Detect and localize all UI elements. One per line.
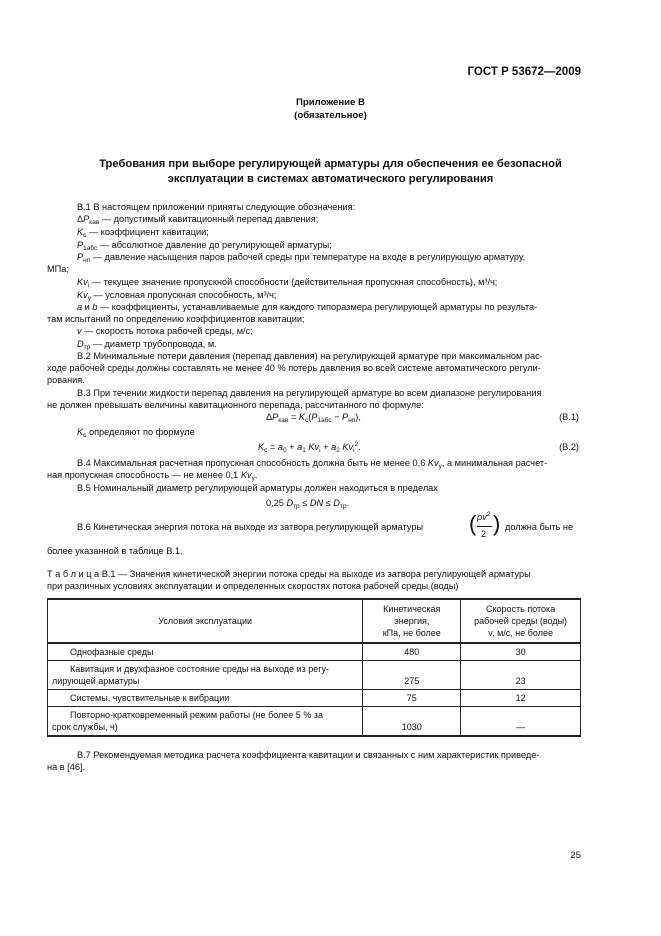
def-text-cont: МПа; — [47, 264, 69, 274]
kinetic-energy-formula: ( $\rho v^2$ 2 ) — [469, 511, 501, 539]
def-text: — диаметр трубопровода, м. — [92, 339, 217, 349]
energy-cell: 75 — [363, 690, 461, 707]
speed-cell: 30 — [461, 643, 581, 661]
p4-text: В.4 Максимальная расчетная пропускная способность должна быть не менее 0,6 — [77, 458, 426, 468]
def-row: v — скорость потока рабочей среды, м/с; — [77, 326, 253, 336]
def-text-cont: там испытаний по определению коэффициентов кавитации; — [47, 314, 305, 324]
table-caption-2: при различных условиях эксплуатации и определенных скоростях потока рабочей среды (воды) — [47, 581, 459, 591]
equation-3: 0,25 $D_{тр}$ ≤ DN ≤ $D_{тр}$. — [266, 498, 350, 510]
p4-line-2: ная пропускная способность — не менее 0,1 $Kv_y$. — [47, 470, 258, 482]
condition-cell: Системы, чувствительные к вибрации — [48, 690, 363, 707]
condition-cell — [48, 661, 363, 690]
column-header-energy — [363, 599, 461, 643]
col2-line-a: Кинетическая энергия, — [383, 604, 441, 626]
column-header-conditions: Условия эксплуатации — [48, 599, 363, 643]
p5-line-1: В.5 Номинальный диаметр регулирующей арматуры должен находиться в пределах — [77, 483, 438, 493]
appendix-title: Приложение В — [296, 97, 365, 108]
p2-line-2: ходе рабочей среды должны составлять не менее 40 % потерь давления во всей системе автоматического регули- — [47, 363, 541, 373]
condition-line-1: Повторно-кратковременный режим работы (не более 5 % за — [70, 710, 323, 720]
condition-line-2: срок службы, ч) — [52, 722, 118, 732]
col3-line-c: v, м/с, не более — [488, 628, 553, 638]
speed-cell: 23 — [461, 661, 581, 690]
heading-line-2: эксплуатации в системах автоматического регулирования — [167, 173, 494, 185]
p2-line-1: В.2 Минимальные потери давления (перепад давления) на регулирующей арматуре при максимальном рас- — [77, 351, 543, 361]
speed-cell: — — [461, 707, 581, 737]
def-row: $K_c$ — коэффициент кавитации; — [77, 227, 209, 239]
p7-line-1: В.7 Рекомендуемая методика расчета коэффициента кавитации и связанных с ним характеристик приведе- — [77, 750, 540, 760]
def-text: — коэффициент кавитации; — [88, 227, 209, 237]
def-row: $\Delta P_{кав}$ — допустимый кавитационный перепад давления; — [77, 214, 319, 226]
table-row — [48, 661, 581, 690]
condition-line-1: Кавитация и двухфазное состояние среды на выходе из регу- — [70, 664, 329, 674]
equation-2-number: (В.2) — [559, 442, 579, 452]
def-row: $P_{1абс}$ — абсолютное давление до регулирующей арматуры; — [77, 240, 332, 252]
condition-cell: Однофазные среды — [48, 643, 363, 661]
defs-intro: В.1 В настоящем приложении приняты следующие обозначения: — [77, 202, 356, 212]
def-row: a и b — коэффициенты, устанавливаемые для каждого типоразмера регулирующей арматуры по результа- — [77, 302, 538, 312]
equation-2: $K_c = a_0 + a_1$ $Kv_i + a_2$ $Kv_i^2$. — [258, 441, 361, 454]
energy-cell: 480 — [363, 643, 461, 661]
energy-cell: 1030 — [363, 707, 461, 737]
def-text: — давление насыщения паров рабочей среды при температуре на входе в регулирующую арматуру, — [92, 252, 526, 262]
def-text: — текущее значение пропускной способности (действительная пропускная способность), м³/ч; — [91, 277, 498, 287]
condition-cell — [48, 707, 363, 737]
col3-line-a: Скорость потока — [485, 604, 556, 614]
p4-text-b: , а минимальная расчет- — [441, 458, 548, 468]
energy-cell: 275 — [363, 661, 461, 690]
heading-line-1: Требования при выборе регулирующей арматуры для обеспечения ее безопасной — [99, 158, 562, 170]
def-row: $P_{нп}$ — давление насыщения паров рабочей среды при температуре на входе в регулирующую арматуру, — [77, 252, 526, 264]
kc-line: $K_c$ определяют по формуле — [77, 427, 195, 439]
kinetic-energy-table — [47, 598, 581, 737]
def-text: — условная пропускная способность, м³/ч; — [93, 290, 277, 300]
table-row — [48, 690, 581, 707]
table-row — [48, 643, 581, 661]
equation-1: $\Delta P_{кав} = K_c(P_{1абс} - P_{нп})$, — [266, 412, 361, 424]
condition-line-2: лирующей арматуры — [52, 676, 140, 686]
col3-line-b: рабочей среды (воды) — [474, 616, 568, 626]
def-row: $Kv_i$ — текущее значение пропускной способности (действительная пропускная способность), м³/ч; — [77, 277, 498, 289]
speed-cell: 12 — [461, 690, 581, 707]
equation-1-number: (В.1) — [559, 412, 579, 422]
def-text: — коэффициенты, устанавливаемые для каждого типоразмера регулирующей арматуры по результа- — [100, 302, 538, 312]
p3-line-1: В.3 При течении жидкости перепад давления на регулирующей арматуре во всем диапазоне регулирования — [77, 388, 542, 398]
p6-line-1b: должна быть не — [505, 522, 574, 532]
page-number: 25 — [570, 850, 581, 861]
appendix-status: (обязательное) — [294, 110, 367, 121]
column-header-speed — [461, 599, 581, 643]
p2-line-3: рования. — [47, 375, 85, 385]
table-header-row — [48, 599, 581, 643]
p4-line-1: В.4 Максимальная расчетная пропускная способность должна быть не менее 0,6 $Kv_y$, а минимальная расчет- — [77, 458, 548, 470]
def-row: $D_{тр}$ — диаметр трубопровода, м. — [77, 339, 217, 351]
def-text: — скорость потока рабочей среды, м/с; — [84, 326, 253, 336]
def-row: $Kv_y$ — условная пропускная способность, м³/ч; — [77, 290, 277, 302]
col2-line-b: кПа, не более — [382, 628, 441, 638]
p6-line-2: более указанной в таблице В.1. — [47, 546, 183, 556]
table-row — [48, 707, 581, 737]
p4-text-2: ная пропускная способность — не менее 0,1 — [47, 470, 239, 480]
p7-line-2: на в [46]. — [47, 762, 86, 772]
kc-text: определяют по формуле — [88, 427, 195, 437]
def-text: — абсолютное давление до регулирующей арматуры; — [99, 240, 332, 250]
p3-line-2: не должен превышать величины кавитационного перепада, рассчитанного по формуле: — [47, 400, 424, 410]
standard-number: ГОСТ Р 53672—2009 — [467, 66, 581, 78]
table-caption-1: Т а б л и ц а В.1 — Значения кинетической энергии потока среды на выходе из затвора регулирующей арматуры — [47, 569, 531, 579]
def-text: — допустимый кавитационный перепад давления; — [101, 214, 319, 224]
p6-line-1: В.6 Кинетическая энергия потока на выходе из затвора регулирующей арматуры — [77, 522, 424, 532]
